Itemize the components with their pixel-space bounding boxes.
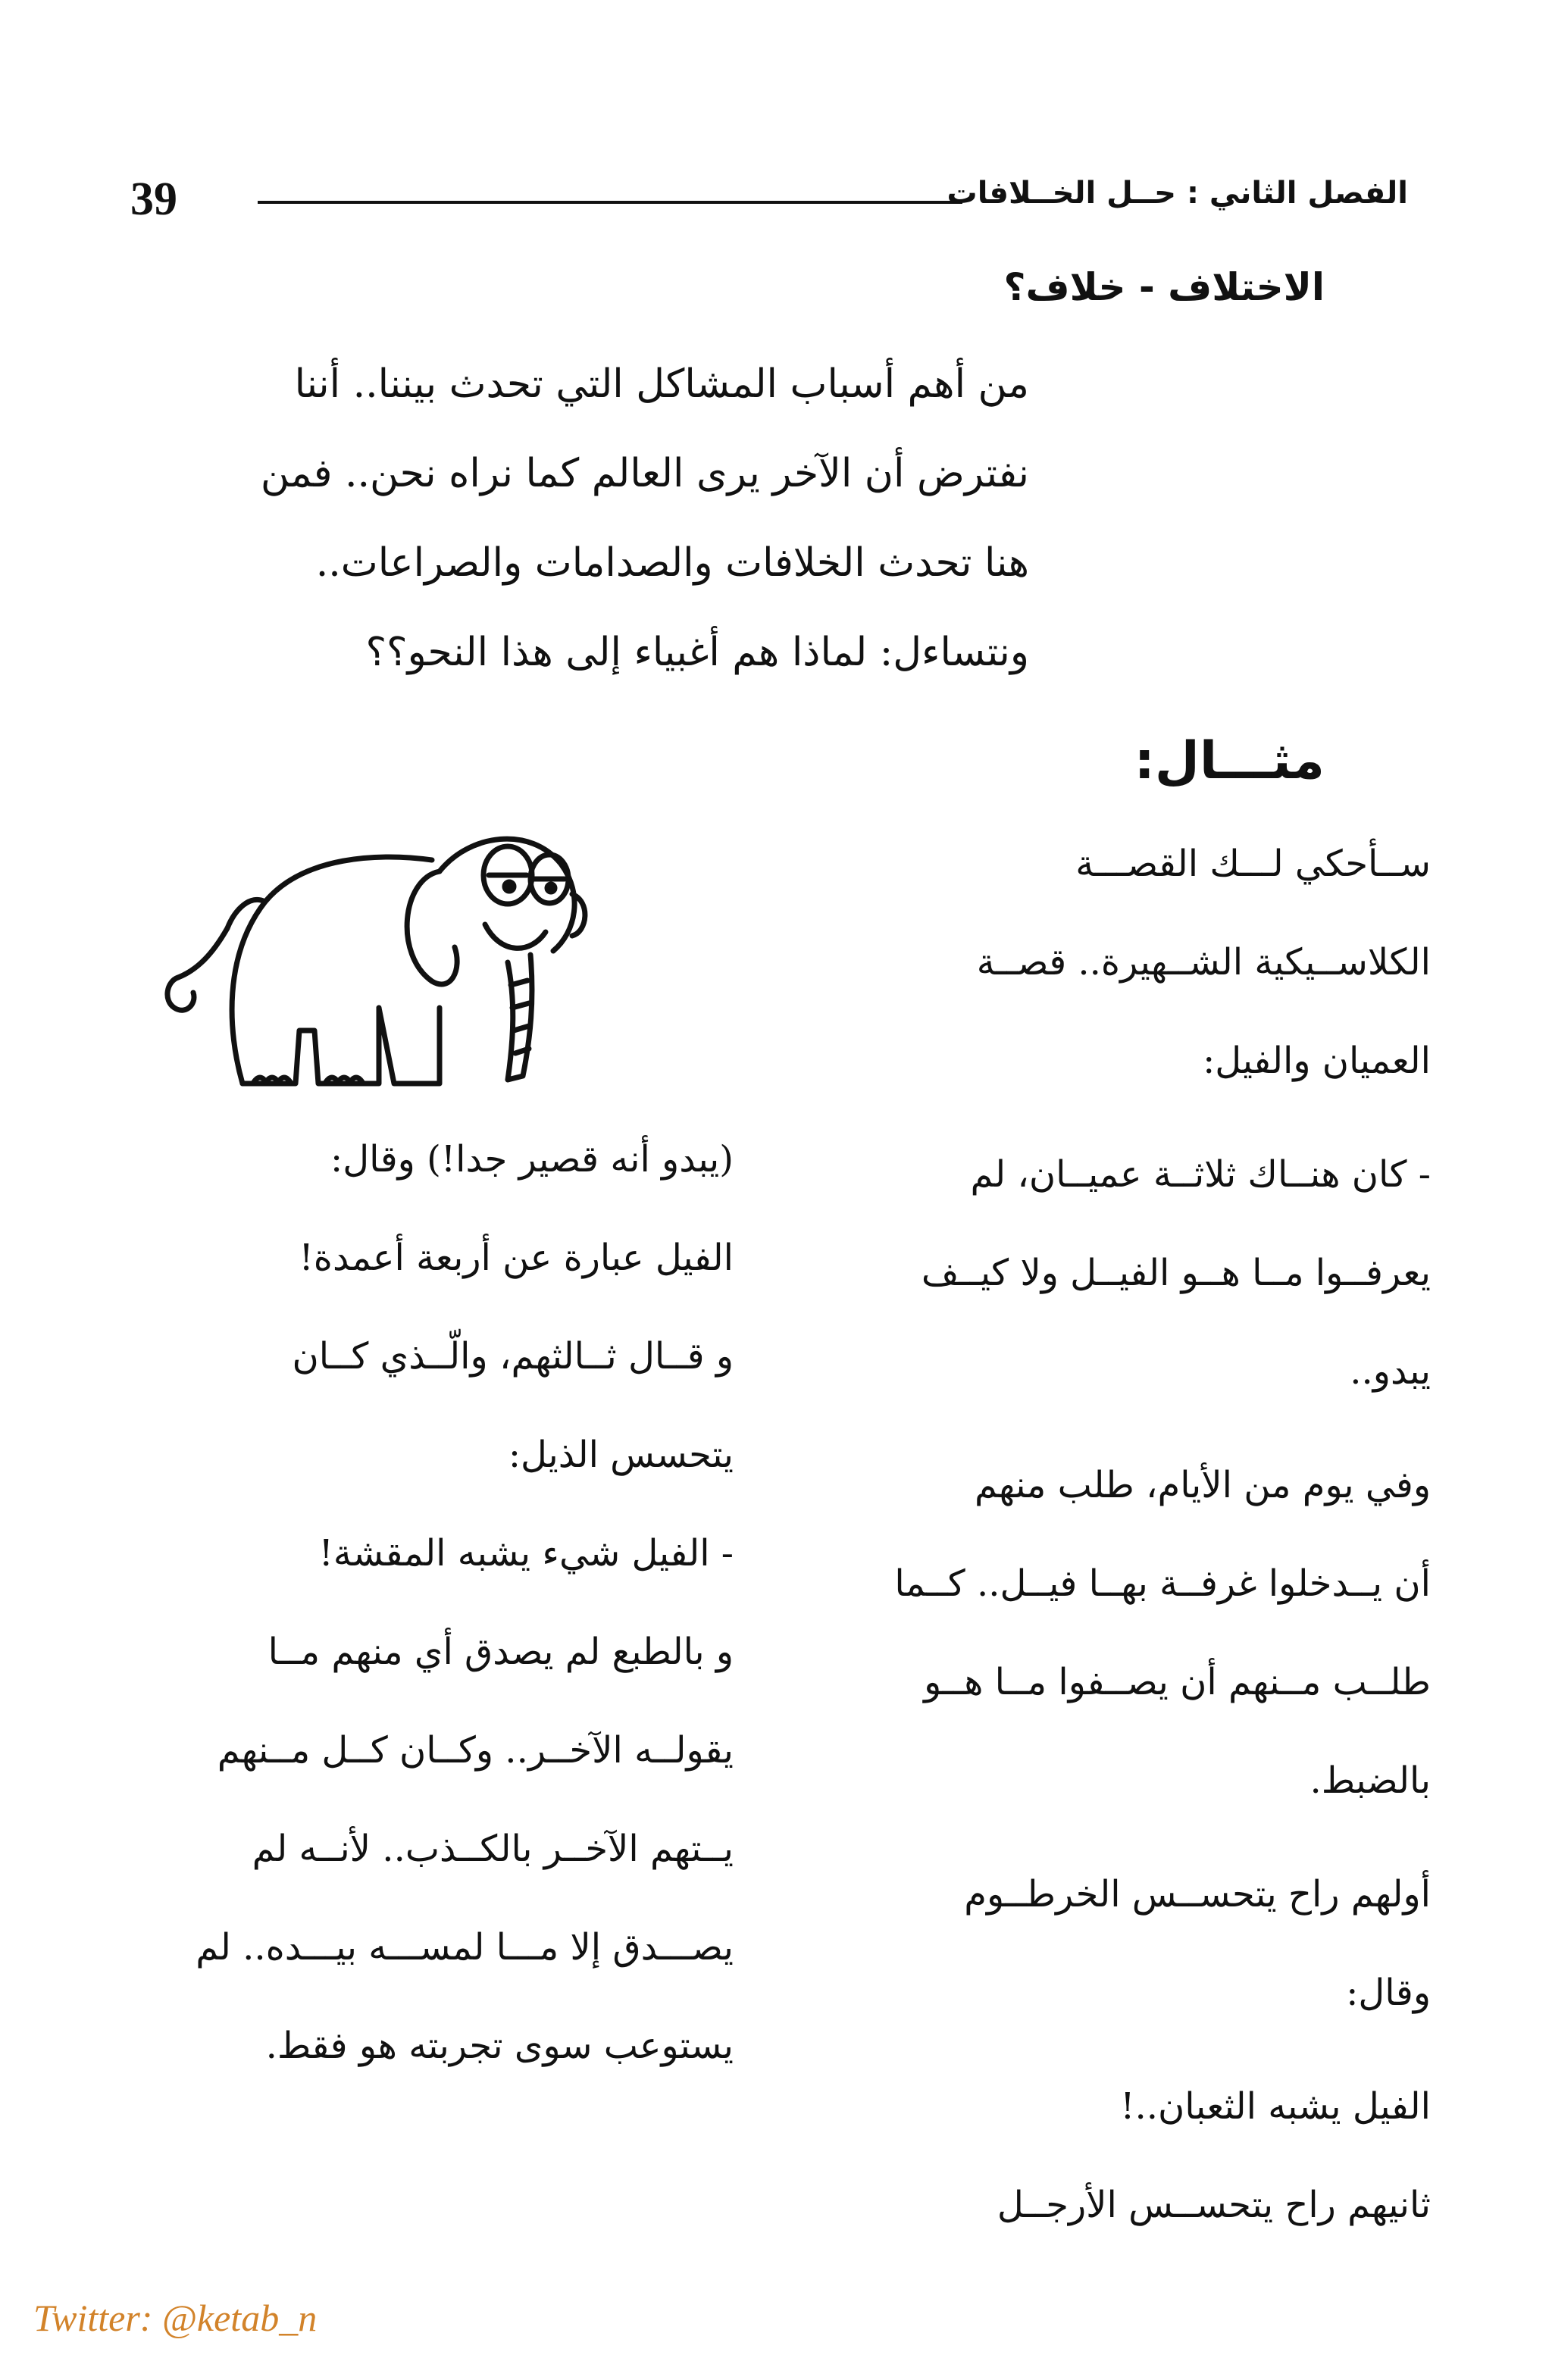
story-line: طلــب مــنهم أن يصــفوا مــا هــو (924, 1661, 1431, 1703)
story-line: الكلاســيكية الشــهيرة.. قصــة (976, 941, 1431, 984)
story-line: يتحسس الذيل: (508, 1434, 734, 1476)
story-line: بالضبط. (1310, 1759, 1431, 1802)
intro-line: من أهم أسباب المشاكل التي تحدث بيننا.. أننا (294, 361, 1029, 407)
intro-paragraph (135, 339, 1029, 697)
story-line: العميان والفيل: (1203, 1040, 1431, 1082)
header-rule (258, 201, 962, 204)
story-right-column (809, 815, 1431, 2254)
section-heading: الاختلاف - خلاف؟ (1003, 265, 1325, 309)
story-line: ثانيهم راح يتحســس الأرجــل (997, 2184, 1431, 2226)
story-line: يستوعب سوى تجربته هو فقط. (265, 2025, 734, 2067)
story-line: وقال: (1346, 1972, 1431, 2014)
watermark: Twitter: @ketab_n (33, 2297, 318, 2339)
story-line: يعرفــوا مــا هــو الفيــل ولا كيــف (921, 1252, 1431, 1294)
story-line: و قــال ثــالثهم، والّــذي كــان (292, 1335, 734, 1378)
story-line: وفي يوم من الأيام، طلب منهم (975, 1464, 1431, 1506)
story-line: - كان هنــاك ثلاثــة عميــان، لم (970, 1153, 1431, 1196)
intro-line: ونتساءل: لماذا هم أغبياء إلى هذا النحو؟؟ (365, 630, 1029, 675)
page-number: 39 (130, 174, 177, 225)
story-line: الفيل يشبه الثعبان..! (1120, 2085, 1431, 2128)
story-line: أولهم راح يتحســس الخرطــوم (964, 1873, 1431, 1916)
story-line: أن يــدخلوا غرفــة بهــا فيــل.. كــما (894, 1562, 1431, 1605)
paragraph-gap (809, 1110, 1431, 1125)
example-heading: مثـــال: (1134, 731, 1325, 791)
chapter-title: الفصل الثاني : حــل الخــلافات (947, 176, 1408, 211)
intro-line: نفترض أن الآخر يرى العالم كما نراه نحن.. فمن (260, 451, 1029, 496)
paragraph-gap (809, 1830, 1431, 1845)
intro-line: هنا تحدث الخلافات والصدامات والصراعات.. (315, 540, 1029, 586)
story-line: و بالطبع لم يصدق أي منهم مــا (268, 1631, 734, 1673)
story-line: يصـــدق إلا مـــا لمســـه بيـــده.. لم (196, 1926, 734, 1969)
story-line: - الفيل شيء يشبه المقشة! (318, 1532, 734, 1575)
story-line: يقولــه الآخــر.. وكــان كــل مــنهم (217, 1729, 734, 1772)
story-line: يــتهم الآخــر بالكــذب.. لأنــه لم (252, 1828, 734, 1870)
story-line: الفيل عبارة عن أربعة أعمدة! (299, 1237, 734, 1279)
elephant-illustration (152, 780, 591, 1099)
story-line: ســأحكي لـــك القصـــة (1075, 843, 1431, 885)
story-left-column (67, 1110, 734, 2095)
paragraph-gap (809, 2042, 1431, 2057)
story-line: (يبدو أنه قصير جدا!) وقال: (330, 1138, 734, 1181)
paragraph-gap (809, 1421, 1431, 1436)
story-line: يبدو.. (1350, 1350, 1431, 1393)
